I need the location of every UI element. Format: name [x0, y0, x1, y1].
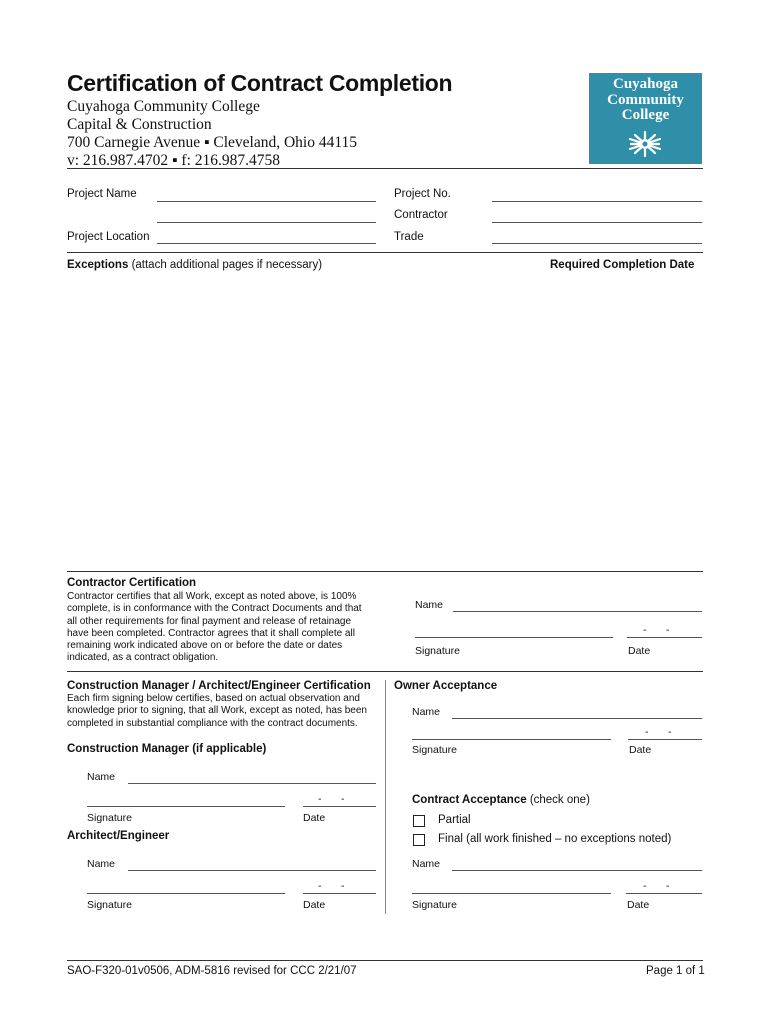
exceptions-area[interactable]: [67, 278, 703, 568]
trade-field[interactable]: [492, 243, 702, 244]
contract-acceptance-heading: [412, 794, 590, 806]
cm-heading: Construction Manager (if applicable): [67, 743, 267, 755]
footer-divider: [67, 960, 703, 961]
owner-name-field-2[interactable]: [452, 870, 702, 871]
header-divider: [67, 168, 703, 169]
partial-checkbox[interactable]: [413, 815, 425, 827]
contract-acceptance-note: (check one): [529, 794, 590, 806]
exceptions-label: Exceptions: [67, 259, 129, 271]
contractor-date-field[interactable]: [627, 637, 702, 638]
owner-signature-field-2[interactable]: [412, 893, 611, 894]
column-divider: [385, 680, 386, 914]
exceptions-divider: [67, 571, 703, 572]
ae-signature-label: Signature: [87, 899, 132, 911]
ae-heading: Architect/Engineer: [67, 830, 170, 842]
project-name-field[interactable]: [157, 201, 376, 202]
contractor-label: Contractor: [394, 209, 448, 221]
college-logo: [589, 73, 702, 164]
project-location-label: Project Location: [67, 231, 150, 243]
dept-name: Capital & Construction: [67, 116, 212, 133]
contractor-cert-line: have been completed. Contractor agrees that it shall complete all: [67, 627, 355, 639]
contractor-cert-line: indicated, as a contract obligation.: [67, 652, 219, 664]
contractor-cert-line: complete, is in conformance with the Contract Documents and that: [67, 603, 362, 615]
contract-acceptance-label: Contract Acceptance: [412, 794, 527, 806]
ae-date-field[interactable]: [303, 893, 376, 894]
owner-date-field[interactable]: [628, 739, 702, 740]
page-number: Page 1 of 1: [646, 965, 705, 977]
owner-date-label: Date: [629, 744, 652, 756]
cm-signature-field[interactable]: [87, 806, 285, 807]
date-dash: -: [341, 880, 345, 892]
cm-ae-cert-line: Each firm signing below certifies, based on actual observation and: [67, 693, 360, 704]
form-id: SAO-F320-01v0506, ADM-5816 revised for CCC 2/21/07: [67, 965, 357, 977]
exceptions-heading: [67, 259, 322, 271]
address: 700 Carnegie Avenue ▪ Cleveland, Ohio 44115: [67, 134, 358, 151]
final-checkbox[interactable]: [413, 834, 425, 846]
project-name-label: Project Name: [67, 188, 137, 200]
owner-name-field[interactable]: [452, 718, 702, 719]
cm-date-field[interactable]: [303, 806, 376, 807]
cm-ae-cert-line: completed in substantial compliance with the contract documents.: [67, 717, 358, 729]
owner-signature-field[interactable]: [412, 739, 611, 740]
ae-date-label: Date: [303, 899, 326, 911]
contractor-field[interactable]: [492, 222, 702, 223]
contractor-cert-line: all other requirements for final payment and release of retainage: [67, 615, 352, 627]
cm-ae-cert-line: knowledge prior to signing, that all Work, except as noted, has been: [67, 705, 367, 717]
cm-date-label: Date: [303, 812, 326, 824]
owner-name-label-2: Name: [412, 858, 441, 870]
contractor-cert-heading: Contractor Certification: [67, 577, 197, 589]
owner-acceptance-heading: Owner Acceptance: [394, 680, 498, 692]
contractor-signature-field[interactable]: [415, 637, 613, 638]
contractor-divider: [67, 671, 703, 672]
ae-name-label: Name: [87, 858, 116, 870]
owner-signature-label: Signature: [412, 744, 457, 756]
project-location-field[interactable]: [157, 243, 376, 244]
form-title: Certification of Contract Completion: [67, 70, 453, 96]
college-emblem-icon: [627, 130, 663, 158]
logo-line-2: Community: [607, 91, 684, 108]
project-no-field[interactable]: [492, 201, 702, 202]
owner-date-label-2: Date: [627, 899, 650, 911]
project-no-label: Project No.: [394, 188, 451, 200]
cm-signature-label: Signature: [87, 812, 132, 824]
logo-line-3: College: [621, 107, 670, 123]
contractor-cert-line: remaining work indicated above on or before the date or dates: [67, 640, 343, 652]
project-name-field-2[interactable]: [157, 222, 376, 223]
owner-signature-label-2: Signature: [412, 899, 457, 911]
project-divider: [67, 252, 703, 253]
date-dash: -: [666, 624, 670, 636]
contractor-name-field[interactable]: [453, 611, 702, 612]
cm-name-label: Name: [87, 771, 116, 783]
date-dash: -: [666, 880, 670, 892]
date-dash: -: [645, 726, 649, 738]
cm-ae-cert-text: [67, 693, 377, 730]
required-completion-date-label: Required Completion Date: [550, 259, 695, 271]
contractor-name-label: Name: [415, 599, 444, 611]
date-dash: -: [318, 793, 322, 805]
ae-signature-field[interactable]: [87, 893, 285, 894]
contractor-signature-label: Signature: [415, 645, 460, 657]
cm-name-field[interactable]: [128, 783, 376, 784]
logo-line-1: Cuyahoga: [612, 76, 679, 92]
phone-fax: v: 216.987.4702 ▪ f: 216.987.4758: [67, 152, 281, 169]
trade-label: Trade: [394, 231, 424, 243]
contractor-cert-text: [67, 591, 377, 665]
date-dash: -: [318, 880, 322, 892]
org-name: Cuyahoga Community College: [67, 98, 260, 115]
cm-ae-cert-heading: Construction Manager / Architect/Engineer Certification: [67, 680, 371, 692]
final-label: Final (all work finished – no exceptions noted): [438, 833, 672, 845]
date-dash: -: [643, 880, 647, 892]
partial-label: Partial: [438, 814, 471, 826]
date-dash: -: [668, 726, 672, 738]
date-dash: -: [341, 793, 345, 805]
owner-name-label: Name: [412, 706, 441, 718]
contractor-cert-line: Contractor certifies that all Work, except as noted above, is 100%: [67, 591, 357, 602]
exceptions-note: (attach additional pages if necessary): [131, 259, 323, 271]
date-dash: -: [643, 624, 647, 636]
owner-date-field-2[interactable]: [626, 893, 702, 894]
ae-name-field[interactable]: [128, 870, 376, 871]
contractor-date-label: Date: [628, 645, 651, 657]
